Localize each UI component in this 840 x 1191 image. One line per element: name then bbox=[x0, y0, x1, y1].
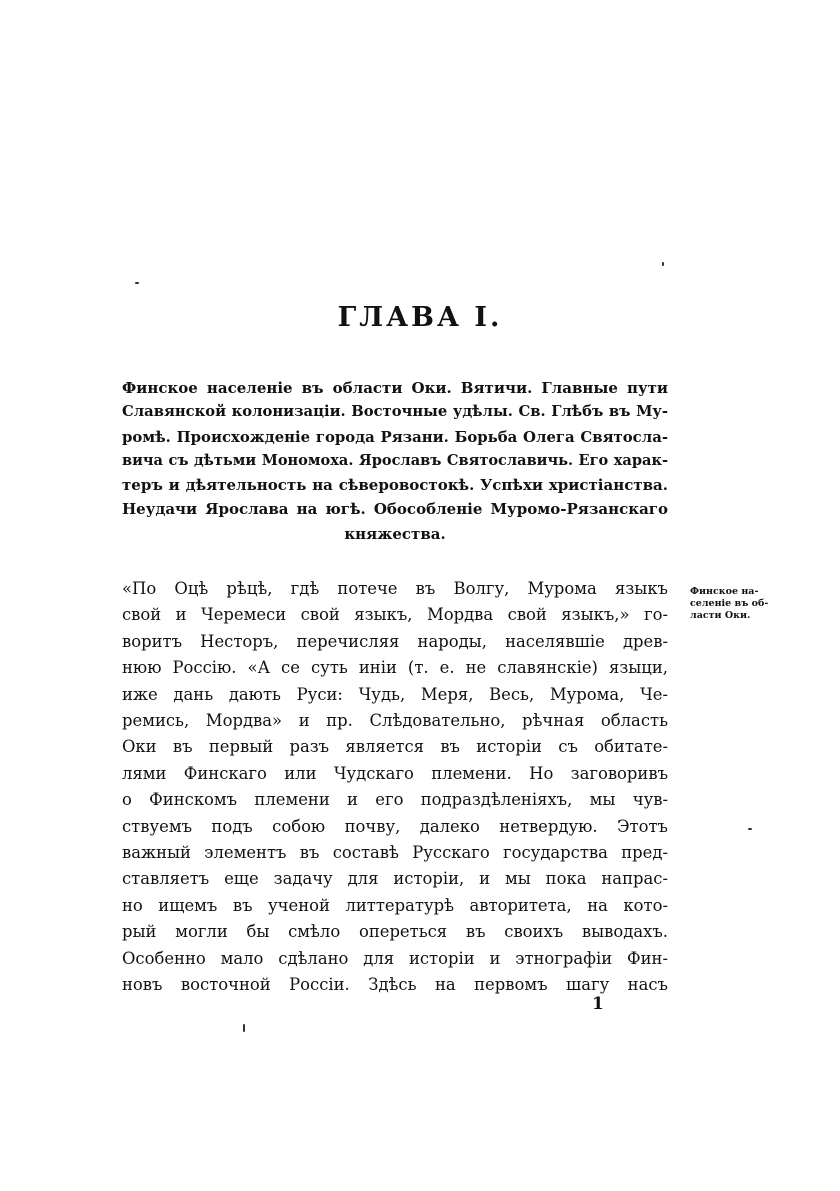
chapter-summary bbox=[122, 376, 668, 546]
body-line: иже дань дають Руси: Чудь, Меря, Весь, Мурома, Че- bbox=[122, 684, 668, 704]
body-line: важный элементъ въ составѣ Русскаго государства пред- bbox=[122, 843, 668, 863]
print-speck bbox=[748, 828, 752, 830]
body-line: новъ восточной Россіи. Здѣсь на первомъ шагу насъ bbox=[122, 975, 668, 995]
summary-line: ромѣ. Происхожденіе города Рязани. Борьба Олега Святосла- bbox=[122, 427, 668, 446]
body-line: воритъ Несторъ, перечисляя народы, населявшіе древ- bbox=[122, 631, 668, 651]
summary-line: Славянской колонизаціи. Восточные удѣлы. Св. Глѣбъ въ Му- bbox=[122, 403, 668, 421]
print-speck bbox=[243, 1024, 245, 1032]
body-line: свой и Черемеси свой языкъ, Мордва свой языкъ,» го- bbox=[122, 605, 668, 625]
margin-note-line: Финское на- bbox=[690, 586, 759, 597]
body-line: Оки въ первый разъ является въ исторіи съ обитате- bbox=[122, 737, 668, 757]
body-line: лями Финскаго или Чудскаго племени. Но заговоривъ bbox=[122, 763, 668, 783]
summary-line: Финское населеніе въ области Оки. Вятичи. Главные пути bbox=[122, 379, 668, 397]
margin-note-line: ласти Оки. bbox=[690, 610, 751, 621]
body-line: ствуемъ подъ собою почву, далеко нетвердую. Этотъ bbox=[122, 816, 668, 836]
body-line: ставляетъ еще задачу для исторіи, и мы пока напрас- bbox=[122, 869, 668, 889]
body-line: ремись, Мордва» и пр. Слѣдовательно, рѣчная область bbox=[122, 711, 668, 731]
body-line: но ищемъ въ ученой литтературѣ авторитета, на кото- bbox=[122, 895, 668, 915]
summary-line: Неудачи Ярослава на югѣ. Обособленіе Муромо-Рязанскаго bbox=[122, 500, 668, 519]
margin-note bbox=[690, 586, 770, 622]
body-line: о Финскомъ племени и его подраздѣленіяхъ, мы чув- bbox=[122, 790, 668, 810]
chapter-title: ГЛАВА I. bbox=[337, 302, 503, 333]
print-speck bbox=[662, 262, 664, 266]
page-number: 1 bbox=[592, 994, 604, 1014]
print-speck bbox=[135, 282, 139, 284]
summary-line: теръ и дѣятельность на сѣверовостокѣ. Успѣхи христіанства. bbox=[122, 476, 668, 495]
summary-line: вича съ дѣтьми Мономоха. Ярославъ Святославичь. Его харак- bbox=[122, 451, 668, 469]
summary-line: княжества. bbox=[344, 524, 446, 543]
margin-note-line: селеніе въ об- bbox=[690, 598, 769, 609]
body-line: Особенно мало сдѣлано для исторіи и этнографіи Фин- bbox=[122, 948, 668, 968]
body-line: рый могли бы смѣло опереться въ своихъ выводахъ. bbox=[122, 922, 668, 942]
body-line: «По Оцѣ рѣцѣ, гдѣ потече въ Волгу, Мурома языкъ bbox=[122, 579, 668, 598]
body-paragraph bbox=[122, 576, 668, 999]
body-line: нюю Россію. «А се суть иніи (т. е. не славянскіе) языци, bbox=[122, 658, 668, 678]
